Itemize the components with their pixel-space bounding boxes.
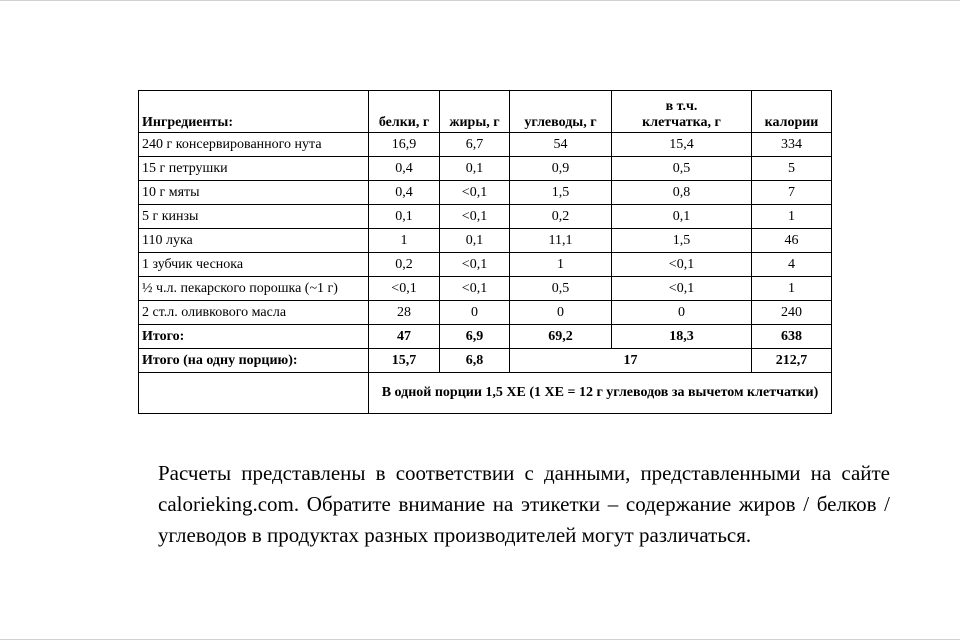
cell-fiber: 15,4	[612, 133, 752, 157]
total-calories: 638	[752, 325, 832, 349]
cell-protein: 28	[369, 301, 440, 325]
nutrition-table	[138, 90, 832, 414]
table-row	[139, 181, 832, 205]
cell-calories: 46	[752, 229, 832, 253]
header-fiber-line2: клетчатка, г	[642, 115, 721, 130]
table-row	[139, 229, 832, 253]
cell-fiber: 0,5	[612, 157, 752, 181]
cell-protein: <0,1	[369, 277, 440, 301]
header-ingredients: Ингредиенты:	[139, 91, 369, 133]
cell-protein: 16,9	[369, 133, 440, 157]
ingredient-name: 10 г мяты	[139, 181, 369, 205]
cell-calories: 1	[752, 277, 832, 301]
cell-fiber: <0,1	[612, 253, 752, 277]
table-row	[139, 205, 832, 229]
ingredient-name: 110 лука	[139, 229, 369, 253]
per-portion-calories: 212,7	[752, 349, 832, 373]
cell-fiber: 0,1	[612, 205, 752, 229]
ingredient-name: 240 г консервированного нута	[139, 133, 369, 157]
header-fat: жиры, г	[440, 91, 510, 133]
total-carbs: 69,2	[510, 325, 612, 349]
bread-units-note: В одной порции 1,5 ХЕ (1 ХЕ = 12 г углеводов за вычетом клетчатки)	[369, 373, 832, 414]
cell-calories: 4	[752, 253, 832, 277]
header-carbs: углеводы, г	[510, 91, 612, 133]
ingredient-name: 1 зубчик чеснока	[139, 253, 369, 277]
table-row	[139, 277, 832, 301]
note-row	[139, 373, 832, 414]
cell-fiber: 0	[612, 301, 752, 325]
cell-carbs: 0,9	[510, 157, 612, 181]
table-row	[139, 133, 832, 157]
cell-fat: 0	[440, 301, 510, 325]
per-portion-protein: 15,7	[369, 349, 440, 373]
ingredient-name: 2 ст.л. оливкового масла	[139, 301, 369, 325]
total-row	[139, 325, 832, 349]
cell-fiber: 0,8	[612, 181, 752, 205]
ingredient-name: 5 г кинзы	[139, 205, 369, 229]
cell-carbs: 1,5	[510, 181, 612, 205]
table-body	[139, 133, 832, 325]
cell-calories: 5	[752, 157, 832, 181]
cell-carbs: 54	[510, 133, 612, 157]
cell-calories: 334	[752, 133, 832, 157]
cell-fiber: 1,5	[612, 229, 752, 253]
table-row	[139, 301, 832, 325]
cell-carbs: 11,1	[510, 229, 612, 253]
table-header-row	[139, 91, 832, 133]
header-protein: белки, г	[369, 91, 440, 133]
ingredient-name: ½ ч.л. пекарского порошка (~1 г)	[139, 277, 369, 301]
cell-calories: 240	[752, 301, 832, 325]
cell-protein: 0,4	[369, 181, 440, 205]
total-label: Итого:	[139, 325, 369, 349]
cell-carbs: 0,5	[510, 277, 612, 301]
header-calories: калории	[752, 91, 832, 133]
cell-protein: 1	[369, 229, 440, 253]
cell-fat: <0,1	[440, 277, 510, 301]
table-row	[139, 157, 832, 181]
per-portion-row	[139, 349, 832, 373]
cell-fat: 6,7	[440, 133, 510, 157]
cell-fat: 0,1	[440, 157, 510, 181]
total-protein: 47	[369, 325, 440, 349]
total-fat: 6,9	[440, 325, 510, 349]
cell-carbs: 0	[510, 301, 612, 325]
cell-calories: 1	[752, 205, 832, 229]
per-portion-fat: 6,8	[440, 349, 510, 373]
cell-fat: <0,1	[440, 181, 510, 205]
cell-protein: 0,2	[369, 253, 440, 277]
ingredient-name: 15 г петрушки	[139, 157, 369, 181]
per-portion-label: Итого (на одну порцию):	[139, 349, 369, 373]
cell-protein: 0,1	[369, 205, 440, 229]
cell-fat: <0,1	[440, 205, 510, 229]
cell-carbs: 0,2	[510, 205, 612, 229]
source-note-paragraph: Расчеты представлены в соответствии с данными, представленными на сайте calorieking.com. Обратите внимание на этикетки – содержание жиров / белков / углеводов в продуктах разных производителей могут различаться.	[158, 461, 890, 547]
cell-fat: <0,1	[440, 253, 510, 277]
cell-calories: 7	[752, 181, 832, 205]
top-border	[0, 0, 960, 1]
cell-protein: 0,4	[369, 157, 440, 181]
header-fiber-line1: в т.ч.	[665, 99, 698, 114]
per-portion-net-carbs: 17	[510, 349, 752, 373]
cell-fat: 0,1	[440, 229, 510, 253]
note-empty-cell	[139, 373, 369, 414]
cell-fiber: <0,1	[612, 277, 752, 301]
header-fiber	[612, 91, 752, 133]
cell-carbs: 1	[510, 253, 612, 277]
total-fiber: 18,3	[612, 325, 752, 349]
table-row	[139, 253, 832, 277]
